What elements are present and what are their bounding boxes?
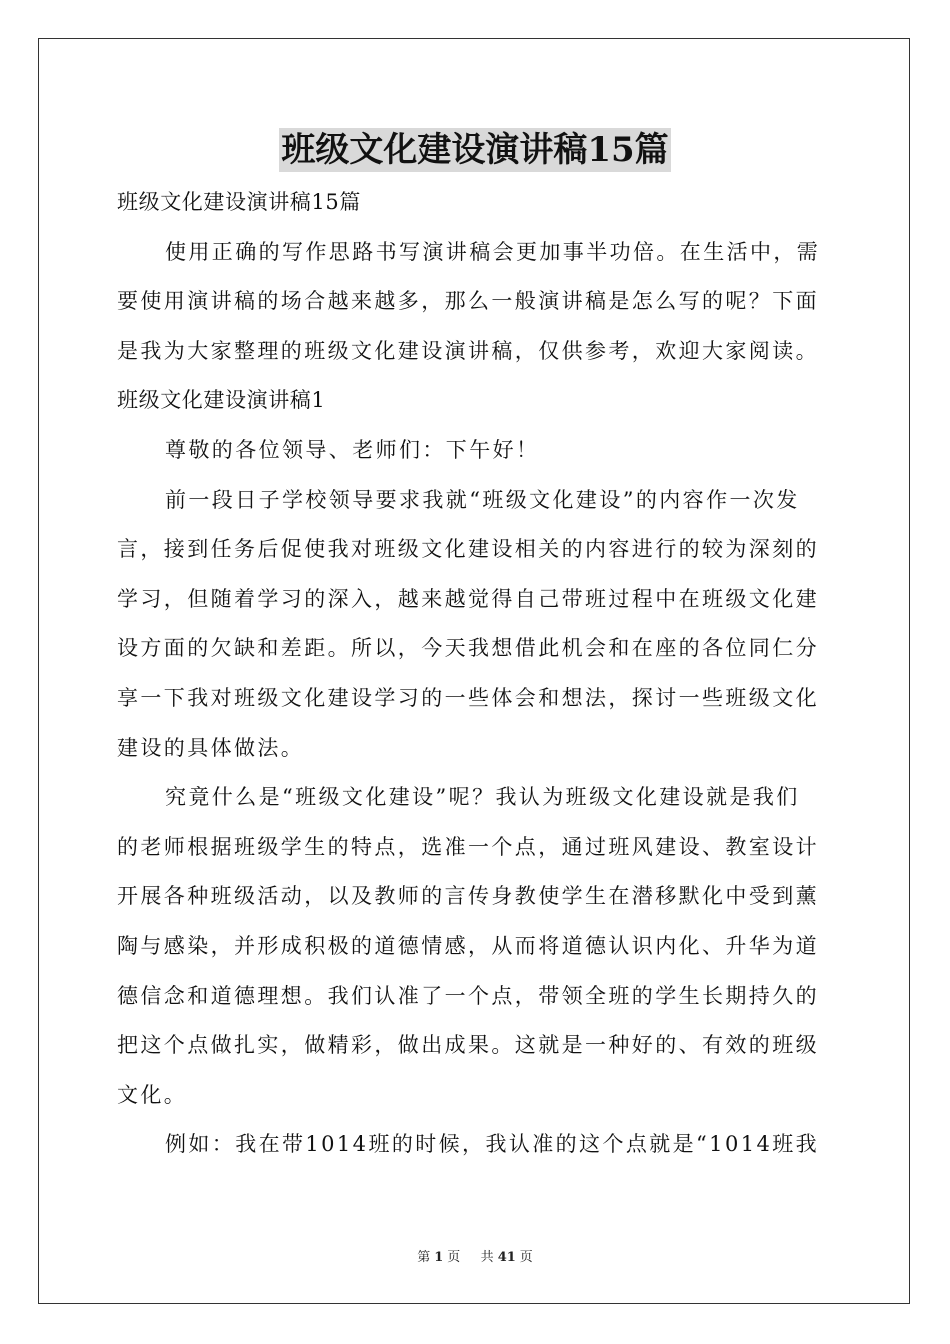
text-line: 要使用演讲稿的场合越来越多，那么一般演讲稿是怎么写的呢？下面 [117,289,819,314]
text-line: 前一段日子学校领导要求我就“班级文化建设”的内容作一次发 [165,487,800,512]
text-line: 开展各种班级活动，以及教师的言传身教使学生在潜移默化中受到薰 [117,884,819,909]
text-line: 是我为大家整理的班级文化建设演讲稿，仅供参考，欢迎大家阅读。 [117,338,819,363]
page-number: 第 1 页 [417,1250,461,1265]
document-body [117,178,835,1170]
page-footer [0,1246,950,1265]
text-line: 的老师根据班级学生的特点，选准一个点，通过班风建设、教室设计 [117,834,819,859]
text-line: 例如：我在带1014班的时候，我认准的这个点就是“1014班我 [165,1132,820,1157]
text-line: 文化。 [117,1082,188,1107]
text-line: 究竟什么是“班级文化建设”呢？我认为班级文化建设就是我们 [165,785,800,810]
text-line: 建设的具体做法。 [117,735,305,760]
document-title: 班级文化建设演讲稿15篇 [281,130,669,170]
text-line: 班级文化建设演讲稿1 [117,388,326,413]
text-line: 使用正确的写作思路书写演讲稿会更加事半功倍。在生活中，需 [165,239,821,264]
text-line: 学习，但随着学习的深入，越来越觉得自己带班过程中在班级文化建 [117,586,819,611]
text-line: 言，接到任务后促使我对班级文化建设相关的内容进行的较为深刻的 [117,537,819,562]
page-total: 共 41 页 [480,1250,533,1265]
text-line: 班级文化建设演讲稿15篇 [117,190,361,214]
text-line: 尊敬的各位领导、老师们：下午好！ [165,437,540,462]
text-line: 享一下我对班级文化建设学习的一些体会和想法，探讨一些班级文化 [117,685,819,710]
text-line: 把这个点做扎实，做精彩，做出成果。这就是一种好的、有效的班级 [117,1033,819,1058]
title-area [0,128,950,172]
text-line: 陶与感染，并形成积极的道德情感，从而将道德认识内化、升华为道 [117,933,819,958]
text-line: 德信念和道德理想。我们认准了一个点，带领全班的学生长期持久的 [117,983,819,1008]
text-line: 设方面的欠缺和差距。所以，今天我想借此机会和在座的各位同仁分 [117,636,819,661]
